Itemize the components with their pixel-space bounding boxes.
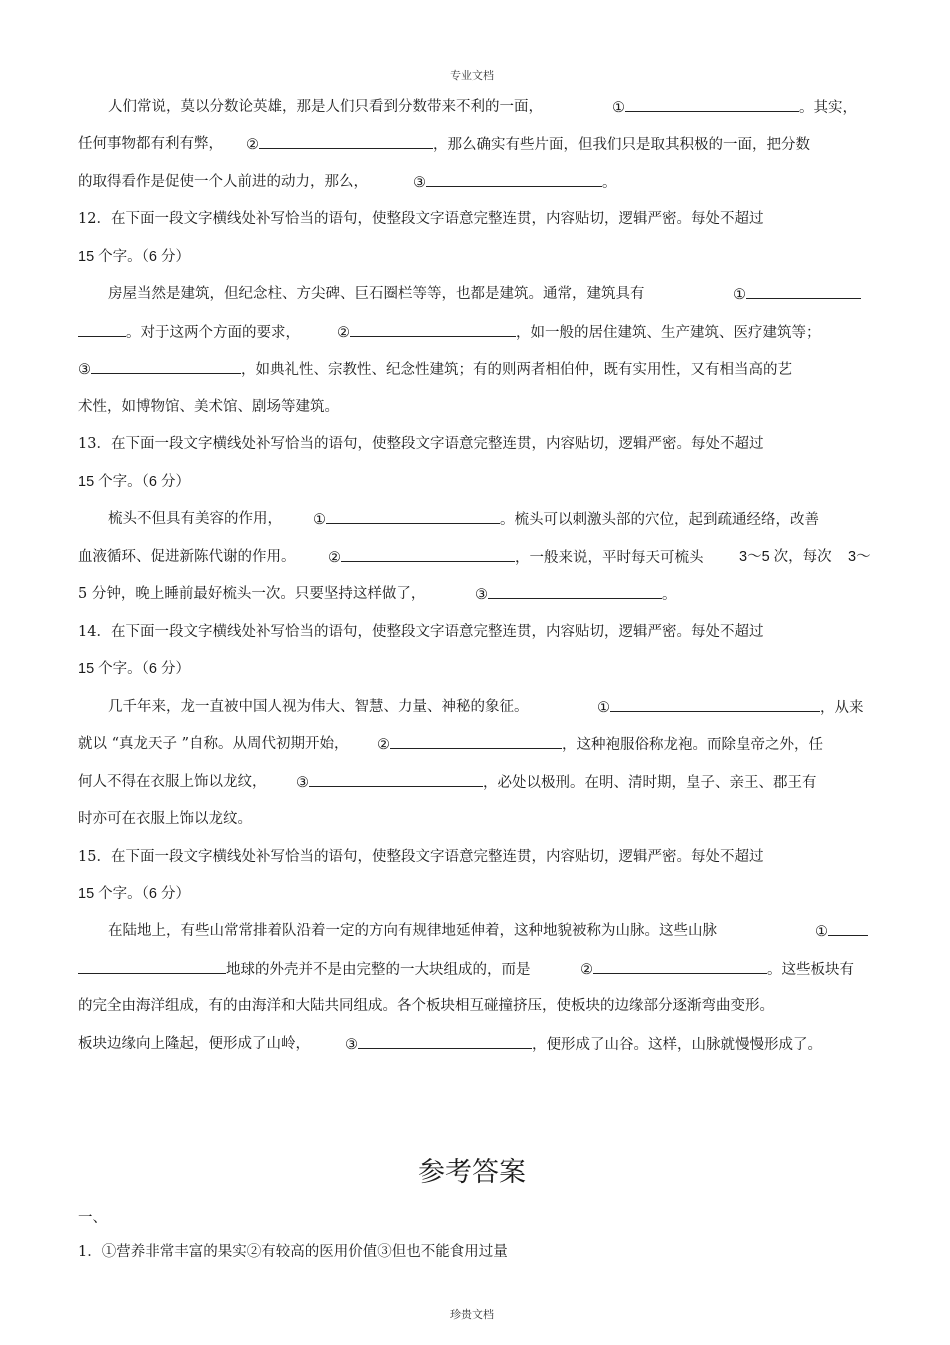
q15-line-3: 的完全由海洋组成，有的由海洋和大陆共同组成。各个板块相互碰撞挤压，使板块的边缘部分逐渐弯曲变形。	[78, 998, 774, 1014]
p0-line-3: 的取得看作是促使一个人前进的动力，那么，	[78, 174, 368, 190]
q14-blank-1: ① ，从来	[597, 697, 864, 718]
q13-line-2c: 3～5 次，每次	[739, 549, 832, 565]
q12-line-1: 房屋当然是建筑，但纪念柱、方尖碑、巨石圈栏等等，也都是建筑。通常，建筑具有	[108, 286, 645, 302]
q12-line-3: ③ ，如典礼性、宗教性、纪念性建筑；有的则两者相伯仲，既有实用性，又有相当高的艺	[78, 359, 792, 380]
q14-stem-2: 15 个字。（6 分）	[78, 661, 190, 677]
p0-blank-2: ② ，那么确实有些片面，但我们只是取其积极的一面，把分数	[246, 134, 810, 155]
q15-blank-1: ①	[815, 921, 868, 942]
q13-line-2: 血液循环、促进新陈代谢的作用。	[78, 549, 296, 565]
q13-stem: 13．在下面一段文字横线处补写恰当的语句，使整段文字语意完整连贯，内容贴切，逻辑严密。每处不超过	[78, 436, 764, 452]
q15-line-4: 板块边缘向上隆起，便形成了山岭，	[78, 1036, 310, 1052]
q14-blank-3: ③ ，必处以极刑。在明、清时期，皇子、亲王、郡王有	[296, 772, 817, 793]
q12-stem: 12．在下面一段文字横线处补写恰当的语句，使整段文字语意完整连贯，内容贴切，逻辑严密。每处不超过	[78, 211, 764, 227]
q15-blank-2: ② 。这些板块有	[580, 959, 854, 980]
q14-blank-2: ② ，这种袍服俗称龙袍。而除皇帝之外，任	[377, 734, 823, 755]
q12-line-4: 术性，如博物馆、美术馆、剧场等建筑。	[78, 399, 339, 415]
q14-line-4: 时亦可在衣服上饰以龙纹。	[78, 811, 252, 827]
q13-line-3: 5 分钟，晚上睡前最好梳头一次。只要坚持这样做了，	[78, 586, 426, 602]
q13-stem-2: 15 个字。（6 分）	[78, 474, 190, 490]
q12-stem-2: 15 个字。（6 分）	[78, 249, 190, 265]
page-header: 专业文档	[450, 69, 494, 82]
q12-blank-1: ①	[733, 284, 861, 305]
p0-blank-3: ③ 。	[413, 172, 617, 193]
page-footer: 珍贵文档	[450, 1308, 494, 1321]
q15-line-1: 在陆地上，有些山常常排着队沿着一定的方向有规律地延伸着，这种地貌被称为山脉。这些山脉	[108, 923, 717, 939]
q14-stem: 14．在下面一段文字横线处补写恰当的语句，使整段文字语意完整连贯，内容贴切，逻辑严密。每处不超过	[78, 624, 764, 640]
q15-stem: 15．在下面一段文字横线处补写恰当的语句，使整段文字语意完整连贯，内容贴切，逻辑严密。每处不超过	[78, 849, 764, 865]
p0-line-2: 任何事物都有利有弊，	[78, 136, 223, 152]
q14-line-1: 几千年来，龙一直被中国人视为伟大、智慧、力量、神秘的象征。	[108, 699, 529, 715]
p0-line-1: 人们常说，莫以分数论英雄，那是人们只看到分数带来不利的一面，	[108, 99, 543, 115]
q15-blank-3: ③ ，便形成了山谷。这样，山脉就慢慢形成了。	[345, 1034, 822, 1055]
q12-blank-2: ② ，如一般的居住建筑、生产建筑、医疗建筑等；	[337, 322, 821, 343]
p0-blank-1: ① 。其实，	[612, 97, 857, 118]
q12-line-2: 。对于这两个方面的要求，	[78, 322, 300, 343]
q13-blank-2: ② ，一般来说，平时每天可梳头	[328, 547, 704, 568]
answer-1: 1．①营养非常丰富的果实②有较高的医用价值③但也不能食用过量	[78, 1244, 508, 1260]
answers-title: 参考答案	[418, 1157, 526, 1188]
q13-line-1: 梳头不但具有美容的作用，	[108, 511, 282, 527]
q15-line-2: 地球的外壳并不是由完整的一大块组成的，而是	[78, 959, 531, 980]
answers-section: 一、	[78, 1210, 107, 1226]
q13-line-2d: 3～	[848, 549, 871, 565]
q13-blank-1: ① 。梳头可以刺激头部的穴位，起到疏通经络，改善	[313, 509, 819, 530]
q14-line-2: 就以 “真龙天子 ”自称。从周代初期开始，	[78, 736, 349, 752]
q13-blank-3: ③ 。	[475, 584, 677, 605]
q15-stem-2: 15 个字。（6 分）	[78, 886, 190, 902]
q14-line-3: 何人不得在衣服上饰以龙纹，	[78, 774, 267, 790]
